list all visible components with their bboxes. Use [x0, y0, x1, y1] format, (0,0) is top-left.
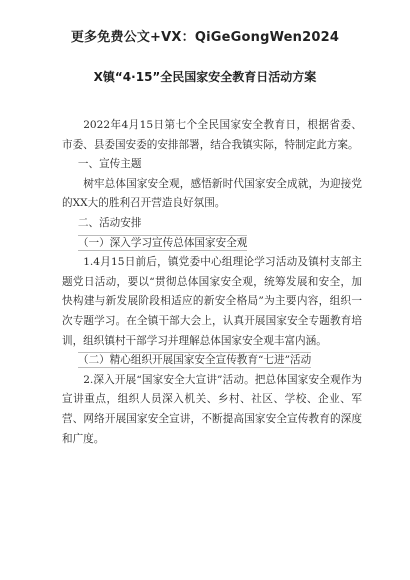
- document-title: X镇“4·15”全民国家安全教育日活动方案: [93, 70, 317, 84]
- sub-heading-study: [62, 234, 362, 254]
- theme-paragraph: 树牢总体国家安全观，感悟新时代国家安全成就，为迎接党的XX大的胜利召开营造良好氛围。: [62, 177, 362, 210]
- section-heading-activities: 二、活动安排: [77, 216, 142, 229]
- watermark-text: 更多免费公文+VX：QiGeGongWen2024: [70, 30, 340, 45]
- sub-heading-study-text: （一）深入学习宣传总体国家安全观: [77, 236, 248, 249]
- item-2-paragraph: 2.深入开展“国家安全大宣讲”活动。把总体国家安全观作为宣讲重点，组织人员深入机关、乡村、社区、学校、企业、军营、网络开展国家安全宣讲，不断提高国家安全宣传教育的深度和广度。: [62, 373, 362, 445]
- section-heading-theme: 一、宣传主题: [77, 158, 142, 171]
- sub-heading-seven-entries-text: （二）精心组织开展国家安全宣传教育“七进”活动: [77, 354, 312, 367]
- item-1-paragraph: 1.4月15日前后，镇党委中心组理论学习活动及镇村支部主题党日活动，要以“贯彻总体国家安全观，统筹发展和安全，加快构建与新发展阶段相适应的新安全格局”为主要内容，组织一次专题学习。在全镇干部大会上，认真开展国家安全专题教育培训，组织镇村干部学习并理解总体国家安全观丰富内涵。: [62, 256, 362, 347]
- sub-heading-seven-entries: [62, 351, 362, 371]
- intro-paragraph: 2022年4月15日第七个全民国家安全教育日，根据省委、市委、县委国安委的安排部署，结合我镇实际，特制定此方案。: [62, 119, 362, 151]
- document-body: [62, 116, 362, 449]
